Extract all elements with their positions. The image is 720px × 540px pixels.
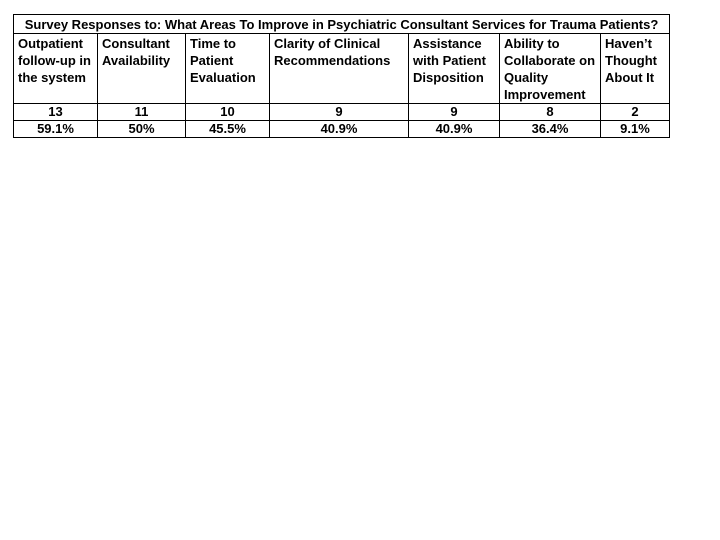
- percent-cell: 50%: [98, 121, 186, 138]
- count-cell: 8: [500, 104, 601, 121]
- percent-row: [14, 121, 670, 138]
- percent-cell: 36.4%: [500, 121, 601, 138]
- count-cell: 9: [270, 104, 409, 121]
- percent-cell: 40.9%: [409, 121, 500, 138]
- percent-cell: 59.1%: [14, 121, 98, 138]
- column-header: Clarity of Clinical Recommendations: [270, 34, 409, 104]
- count-cell: 10: [186, 104, 270, 121]
- count-cell: 2: [601, 104, 670, 121]
- percent-cell: 40.9%: [270, 121, 409, 138]
- percent-cell: 45.5%: [186, 121, 270, 138]
- count-row: [14, 104, 670, 121]
- column-header: Consultant Availability: [98, 34, 186, 104]
- column-header: Time to Patient Evaluation: [186, 34, 270, 104]
- column-header: Assistance with Patient Disposition: [409, 34, 500, 104]
- count-cell: 11: [98, 104, 186, 121]
- title-row: [14, 15, 670, 34]
- column-header: Outpatient follow-up in the system: [14, 34, 98, 104]
- count-cell: 13: [14, 104, 98, 121]
- column-header: Ability to Collaborate on Quality Improvement: [500, 34, 601, 104]
- column-header: Haven’t Thought About It: [601, 34, 670, 104]
- count-cell: 9: [409, 104, 500, 121]
- survey-table: [13, 14, 670, 138]
- percent-cell: 9.1%: [601, 121, 670, 138]
- table-title: Survey Responses to: What Areas To Improve in Psychiatric Consultant Services for Trauma Patients?: [14, 15, 670, 34]
- header-row: [14, 34, 670, 104]
